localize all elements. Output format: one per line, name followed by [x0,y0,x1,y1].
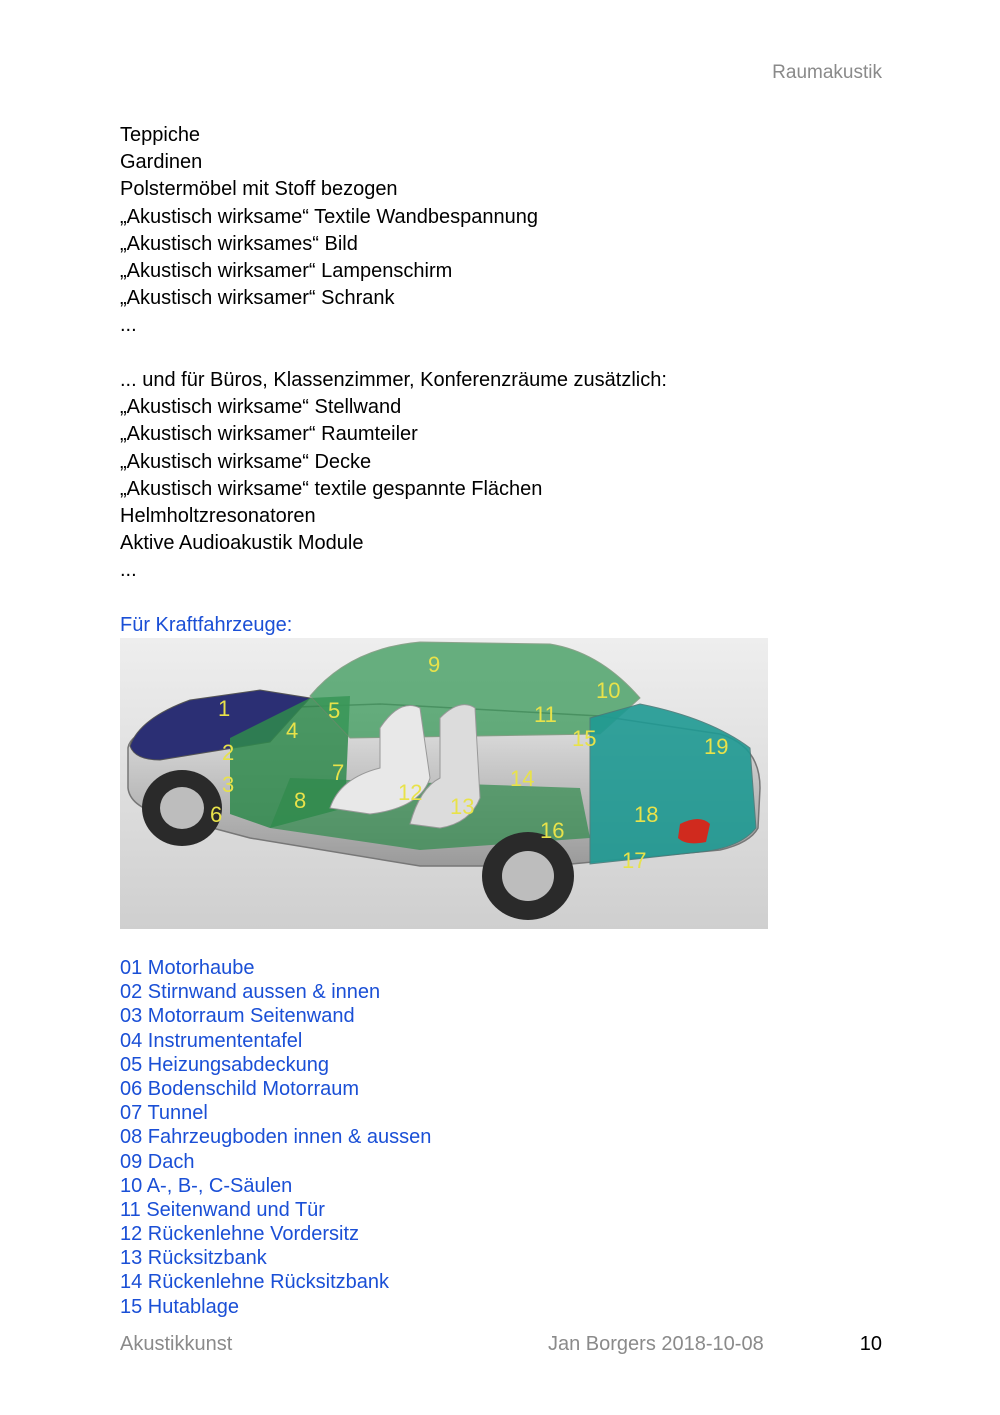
figure-label: 14 [510,766,535,791]
office-list [120,367,667,585]
figure-label: 16 [540,818,565,843]
figure-label: 18 [634,802,659,827]
furnishing-list [120,122,538,340]
list-item: Gardinen [120,151,203,174]
car-illustration [120,638,768,929]
list-item: ... und für Büros, Klassenzimmer, Konferenzräume zusätzlich: [120,369,667,391]
list-item: Teppiche [120,124,201,146]
car-cutaway-figure [120,638,768,929]
figure-label: 13 [450,794,475,819]
figure-label: 8 [294,788,307,813]
legend-item: 07 Tunnel [120,1102,208,1125]
legend-item: 04 Instrumententafel [120,1029,303,1052]
list-item: „Akustisch wirksame“ Textile Wandbespannung [120,205,538,228]
figure-label: 6 [210,802,223,827]
figure-label: 9 [428,652,441,677]
list-item: „Akustisch wirksame“ Stellwand [120,396,402,419]
figure-label: 5 [328,698,341,723]
list-item: Polstermöbel mit Stoff bezogen [120,178,398,201]
footer-author-date: Jan Borgers 2018-10-08 [548,1333,764,1355]
list-item: „Akustisch wirksame“ Decke [120,450,372,473]
legend-item: 11 Seitenwand und Tür [120,1198,325,1221]
list-item: Aktive Audioakustik Module [120,532,364,555]
legend-item: 01 Motorhaube [120,957,255,979]
figure-label: 17 [622,848,647,873]
figure-label: 1 [218,696,231,721]
rear-wheel [482,832,574,920]
legend-item: 06 Bodenschild Motorraum [120,1077,360,1100]
figure-label: 4 [286,718,299,743]
legend-item: 03 Motorraum Seitenwand [120,1005,355,1028]
legend-item: 15 Hutablage [120,1295,239,1318]
figure-label: 10 [596,678,621,703]
list-item: ... [120,559,137,582]
legend-item: 09 Dach [120,1150,195,1173]
legend-item: 13 Rücksitzbank [120,1247,267,1270]
figure-label: 19 [704,734,729,759]
list-item: „Akustisch wirksamer“ Schrank [120,287,395,310]
list-item: Helmholtzresonatoren [120,504,316,527]
page-number: 10 [859,1333,882,1355]
legend-item: 05 Heizungsabdeckung [120,1053,330,1076]
list-item: „Akustisch wirksame“ textile gespannte Flächen [120,477,543,500]
legend-item: 02 Stirnwand aussen & innen [120,981,381,1004]
list-item: „Akustisch wirksamer“ Lampenschirm [120,259,453,282]
parts-legend [120,956,431,1319]
list-item: „Akustisch wirksamer“ Raumteiler [120,423,418,446]
legend-item: 10 A-, B-, C-Säulen [120,1174,293,1197]
section-heading: Für Kraftfahrzeuge: [120,614,293,636]
figure-label: 7 [332,760,345,785]
figure-label: 3 [222,772,235,797]
figure-label: 2 [222,740,235,765]
running-header: Raumakustik [772,62,882,83]
legend-item: 08 Fahrzeugboden innen & aussen [120,1126,432,1149]
figure-label: 15 [572,726,597,751]
legend-item: 12 Rückenlehne Vordersitz [120,1223,360,1246]
footer-publication: Akustikkunst [120,1333,233,1355]
list-item: „Akustisch wirksames“ Bild [120,232,358,255]
figure-label: 11 [534,702,557,727]
list-item: ... [120,314,137,337]
figure-label: 12 [398,780,423,805]
legend-item: 14 Rückenlehne Rücksitzbank [120,1271,390,1294]
